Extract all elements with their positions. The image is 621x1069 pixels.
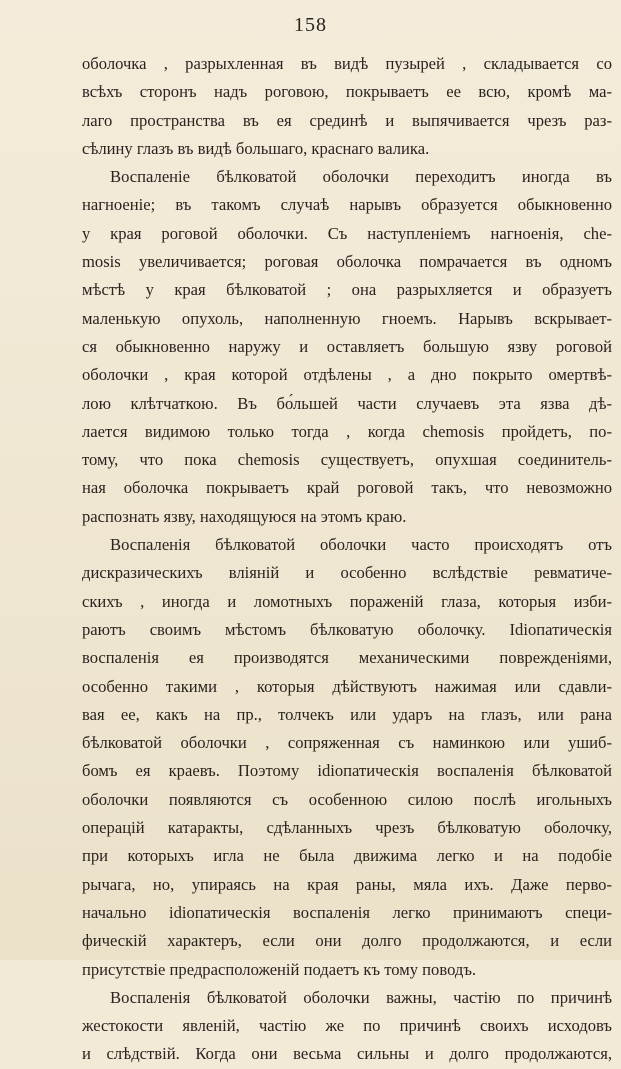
- text-line: распознать язву, находящуюся на этомъ краю.: [82, 506, 407, 526]
- text-line: всѣхъ сторонъ надъ роговою, покрываетъ ее всю, кромѣ ма-: [82, 82, 612, 102]
- text-line: mosis увеличивается; роговая оболочка помрачается въ одномъ: [82, 252, 612, 272]
- text-line: скихъ , иногда и ломотныхъ пораженій глаза, которыя изби-: [82, 591, 612, 611]
- text-line: оболочки появляются съ особенною силою послѣ игольныхъ: [82, 789, 612, 809]
- text-line: раютъ своимъ мѣстомъ бѣлковатую оболочку. Idіопатическія: [82, 619, 612, 639]
- text-line: бѣлковатой оболочки , сопряженная съ наминкою или ушиб-: [82, 733, 612, 753]
- page-number: 158: [294, 14, 327, 36]
- text-line: нагноеніе; въ такомъ случаѣ нарывъ образуется обыкновенно: [82, 195, 612, 215]
- text-line: ная оболочка покрываетъ край роговой такъ, что невозможно: [82, 478, 612, 498]
- body-text: [82, 50, 612, 1069]
- text-line: бомъ ея краевъ. Поэтому idіопатическія воспаленія бѣлковатой: [82, 761, 612, 781]
- text-line: лается видимою только тогда , когда chemosis пройдетъ, по-: [82, 421, 612, 441]
- text-line: и слѣдствій. Когда они весьма сильны и долго продолжаются,: [82, 1044, 612, 1064]
- text-line: лою клѣтчаткою. Въ бо́льшей части случаевъ эта язва дѣ-: [82, 393, 612, 413]
- text-line: вая ее, какъ на пр., толчекъ или ударъ на глазъ, или рана: [82, 704, 612, 724]
- text-line: оболочки , края которой отдѣлены , а дно покрыто омертвѣ-: [82, 365, 612, 385]
- text-line: операцій катаракты, сдѣланныхъ чрезъ бѣлковатую оболочку,: [82, 818, 612, 838]
- text-line: дискразическихъ вліяній и особенно вслѣдствіе ревматиче-: [82, 563, 612, 583]
- text-line: жестокости явленій, частію же по причинѣ своихъ исходовъ: [82, 1016, 612, 1036]
- text-line: при которыхъ игла не была движима легко и на подобіе: [82, 846, 612, 866]
- text-line: тому, что пока chemosis существуетъ, опухшая соединитель-: [82, 450, 612, 470]
- text-line: оболочка , разрыхленная въ видѣ пузырей , складывается со: [82, 54, 612, 73]
- text-line: присутствіе предрасположеній подаетъ къ тому поводъ.: [82, 959, 477, 979]
- text-line: особенно такими , которыя дѣйствуютъ нажимая или сдавли-: [82, 676, 612, 696]
- text-line: сѣлину глазъ въ видѣ большаго, краснаго валика.: [82, 138, 430, 158]
- text-line: лаго пространства въ ея срединѣ и выпячивается чрезъ раз-: [82, 110, 612, 130]
- text-line: Воспаленіе бѣлковатой оболочки переходитъ иногда въ: [110, 167, 612, 187]
- text-line: начально idіопатическія воспаленія легко принимаютъ специ-: [82, 902, 612, 922]
- text-line: рычага, но, упираясь на края раны, мяла ихъ. Даже перво-: [82, 874, 612, 894]
- text-line: ся обыкновенно наружу и оставляетъ большую язву роговой: [82, 336, 612, 356]
- text-line: воспаленія ея производятся механическими поврежденіями,: [82, 648, 612, 668]
- text-line: фическій характеръ, если они долго продолжаются, и если: [82, 931, 612, 951]
- text-line: Воспаленія бѣлковатой оболочки часто происходятъ отъ: [110, 535, 612, 555]
- text-line: Воспаленія бѣлковатой оболочки важны, частію по причинѣ: [110, 987, 612, 1007]
- text-line: маленькую опухоль, наполненную гноемъ. Нарывъ вскрывает-: [82, 308, 612, 328]
- text-line: у края роговой оболочки. Съ наступленіемъ нагноенія, che-: [82, 223, 612, 243]
- text-line: мѣстѣ у края бѣлковатой ; она разрыхляется и образуетъ: [82, 280, 612, 300]
